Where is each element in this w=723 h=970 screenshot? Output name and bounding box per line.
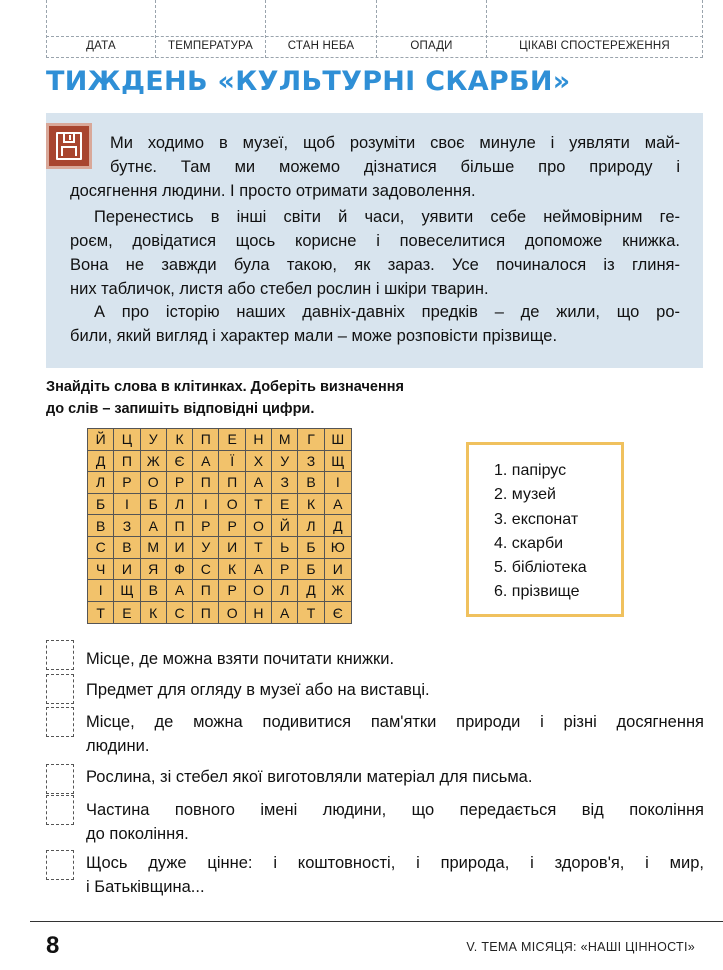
page-number: 8 — [46, 932, 60, 959]
grid-cell[interactable]: Л — [88, 472, 114, 494]
grid-cell[interactable]: Е — [114, 602, 140, 624]
col-label-temperature: ТЕМПЕРАТУРА — [168, 40, 253, 52]
grid-cell[interactable]: З — [272, 472, 298, 494]
grid-cell[interactable]: Б — [88, 494, 114, 516]
definition-text — [86, 798, 704, 846]
grid-cell[interactable]: П — [193, 429, 219, 451]
grid-cell[interactable]: Р — [114, 472, 140, 494]
grid-cell[interactable]: П — [114, 451, 140, 473]
definition-text — [86, 765, 704, 789]
answer-box[interactable] — [46, 640, 74, 670]
word-search-grid — [87, 428, 352, 624]
grid-cell[interactable]: Х — [246, 451, 272, 473]
text-line: Вона не завжди була такою, як зараз. Усе починалося із глиня- — [70, 256, 680, 274]
text-line: і Батьківщина... — [86, 878, 205, 896]
grid-cell[interactable]: П — [193, 472, 219, 494]
text-line: бутнє. Там ми можемо дізнатися більше про природу і — [110, 158, 680, 176]
text-line: били, який вигляд і характер мали – може розповісти прізвище. — [70, 327, 558, 345]
grid-cell[interactable]: Д — [88, 451, 114, 473]
text-line: А про історію наших давніх-давніх предків – де жили, що ро- — [94, 303, 680, 321]
grid-cell[interactable]: В — [298, 472, 324, 494]
grid-cell[interactable]: М — [141, 537, 167, 559]
grid-cell[interactable]: Р — [219, 515, 245, 537]
paragraph-museums — [70, 131, 680, 203]
text-line: Предмет для огляду в музеї або на виставці. — [86, 681, 430, 699]
grid-cell[interactable]: У — [272, 451, 298, 473]
grid-cell[interactable]: А — [325, 494, 351, 516]
grid-cell[interactable]: Й — [272, 515, 298, 537]
grid-cell[interactable]: В — [114, 537, 140, 559]
grid-cell[interactable]: Ю — [325, 537, 351, 559]
grid-cell[interactable]: Й — [88, 429, 114, 451]
grid-cell[interactable]: Ц — [114, 429, 140, 451]
grid-cell[interactable]: И — [114, 559, 140, 581]
grid-cell[interactable]: В — [141, 580, 167, 602]
grid-cell[interactable]: Б — [298, 537, 324, 559]
grid-cell[interactable]: Е — [219, 429, 245, 451]
grid-cell[interactable]: Р — [167, 472, 193, 494]
grid-cell[interactable]: З — [114, 515, 140, 537]
word-list-box — [466, 442, 624, 617]
col-label-precipitation: ОПАДИ — [410, 40, 453, 52]
grid-cell[interactable]: С — [167, 602, 193, 624]
grid-cell[interactable]: Т — [298, 602, 324, 624]
grid-cell[interactable]: Л — [167, 494, 193, 516]
weather-table — [46, 0, 703, 58]
grid-cell[interactable]: Е — [272, 494, 298, 516]
grid-cell[interactable]: Л — [272, 580, 298, 602]
grid-cell[interactable]: Я — [141, 559, 167, 581]
grid-cell[interactable]: Л — [298, 515, 324, 537]
grid-cell[interactable]: К — [219, 559, 245, 581]
grid-cell[interactable]: Д — [325, 515, 351, 537]
page-title: ТИЖДЕНЬ «КУЛЬТУРНІ СКАРБИ» — [46, 66, 571, 97]
grid-cell[interactable]: С — [88, 537, 114, 559]
text-line: Ми ходимо в музеї, щоб розуміти своє минуле і уявляти май- — [110, 134, 680, 152]
grid-cell[interactable]: Ь — [272, 537, 298, 559]
grid-cell[interactable]: І — [325, 472, 351, 494]
grid-cell[interactable]: О — [246, 515, 272, 537]
grid-cell[interactable]: Р — [272, 559, 298, 581]
word-item: 5. бібліотека — [494, 559, 587, 577]
grid-cell[interactable]: Б — [141, 494, 167, 516]
grid-cell[interactable]: Щ — [114, 580, 140, 602]
grid-cell[interactable]: Т — [88, 602, 114, 624]
grid-cell[interactable]: Р — [219, 580, 245, 602]
grid-cell[interactable]: Ж — [325, 580, 351, 602]
grid-cell[interactable]: І — [88, 580, 114, 602]
section-title: V. ТЕМА МІСЯЦЯ: «НАШІ ЦІННОСТІ» — [466, 940, 695, 954]
grid-cell[interactable]: К — [298, 494, 324, 516]
text-line: Місце, де можна подивитися пам'ятки природи і різні досягнення — [86, 713, 704, 731]
text-line: Частина повного імені людини, що передається від покоління — [86, 801, 704, 819]
text-line: них табличок, листя або стебел рослин і шкіри тварин. — [70, 280, 489, 298]
definition-text — [86, 678, 704, 702]
grid-cell[interactable]: И — [167, 537, 193, 559]
definition-text — [86, 851, 704, 899]
grid-cell[interactable]: Г — [298, 429, 324, 451]
grid-cell[interactable]: Б — [298, 559, 324, 581]
col-label-sky: СТАН НЕБА — [287, 40, 355, 52]
grid-cell[interactable]: А — [272, 602, 298, 624]
weather-col-sky — [266, 0, 377, 58]
word-item: 4. скарби — [494, 534, 564, 552]
grid-cell[interactable]: В — [88, 515, 114, 537]
text-line: Рослина, зі стебел якої виготовляли матеріал для письма. — [86, 768, 533, 786]
word-item: 1. папірус — [494, 462, 567, 479]
grid-cell[interactable]: З — [298, 451, 324, 473]
answer-box[interactable] — [46, 764, 74, 794]
grid-cell[interactable]: А — [193, 451, 219, 473]
grid-cell[interactable]: А — [141, 515, 167, 537]
text-line: Щось дуже цінне: і коштовності, і природа, і здоров'я, і мир, — [86, 854, 704, 872]
grid-cell[interactable]: О — [246, 580, 272, 602]
col-label-date: ДАТА — [86, 40, 116, 52]
definition-text — [86, 647, 704, 671]
text-line: людини. — [86, 737, 150, 755]
grid-cell[interactable]: И — [325, 559, 351, 581]
grid-cell[interactable]: Є — [167, 451, 193, 473]
grid-cell[interactable]: І — [114, 494, 140, 516]
task-instruction — [46, 376, 404, 420]
answer-box[interactable] — [46, 707, 74, 737]
grid-cell[interactable]: С — [193, 559, 219, 581]
grid-cell[interactable]: І — [193, 494, 219, 516]
grid-cell[interactable]: П — [193, 602, 219, 624]
grid-cell[interactable]: Ж — [141, 451, 167, 473]
text-line: роєм, довідатися щось корисне і повеселитися допоможе книжка. — [70, 232, 680, 250]
word-item: 3. експонат — [494, 510, 579, 528]
grid-cell[interactable]: Н — [246, 602, 272, 624]
table-bottom-line — [46, 57, 703, 58]
word-item: 2. музей — [494, 486, 556, 504]
weather-col-observations — [487, 0, 703, 58]
grid-cell[interactable]: А — [246, 559, 272, 581]
weather-col-temperature — [156, 0, 266, 58]
grid-cell[interactable]: О — [219, 494, 245, 516]
grid-cell[interactable]: У — [193, 537, 219, 559]
definition-text — [86, 710, 704, 758]
grid-cell[interactable]: К — [167, 429, 193, 451]
col-label-observations: ЦІКАВІ СПОСТЕРЕЖЕННЯ — [519, 40, 670, 52]
reading-text-box — [46, 113, 703, 368]
text-line: досягнення людини. І просто отримати задоволення. — [70, 182, 476, 200]
weather-col-date — [46, 0, 156, 58]
task-line: Знайдіть слова в клітинках. Доберіть визначення — [46, 379, 404, 395]
word-list — [494, 459, 587, 605]
grid-cell[interactable]: А — [246, 472, 272, 494]
answer-box[interactable] — [46, 674, 74, 704]
grid-cell[interactable]: М — [272, 429, 298, 451]
grid-cell[interactable]: Д — [298, 580, 324, 602]
grid-cell[interactable]: Ч — [88, 559, 114, 581]
table-divider — [46, 36, 703, 37]
grid-cell[interactable]: К — [141, 602, 167, 624]
weather-col-precipitation — [377, 0, 487, 58]
task-line: до слів – запишіть відповідні цифри. — [46, 401, 315, 417]
grid-cell[interactable]: О — [141, 472, 167, 494]
text-line: Перенестись в інші світи й часи, уявити себе неймовірним ге- — [94, 208, 680, 226]
grid-cell[interactable]: Н — [246, 429, 272, 451]
grid-cell[interactable]: Щ — [325, 451, 351, 473]
grid-cell[interactable]: Ї — [219, 451, 245, 473]
grid-cell[interactable]: Т — [246, 494, 272, 516]
text-line: до покоління. — [86, 825, 189, 843]
answer-box[interactable] — [46, 850, 74, 880]
grid-cell[interactable]: И — [219, 537, 245, 559]
grid-cell[interactable]: Т — [246, 537, 272, 559]
grid-cell[interactable]: Є — [332, 604, 343, 621]
word-item: 6. прізвище — [494, 583, 580, 601]
answer-box[interactable] — [46, 795, 74, 825]
grid-cell[interactable]: Ш — [325, 429, 351, 451]
text-line: Місце, де можна взяти почитати книжки. — [86, 650, 395, 668]
paragraph-books — [70, 205, 680, 301]
grid-cell[interactable]: О — [219, 602, 245, 624]
grid-cell[interactable]: П — [193, 580, 219, 602]
paragraph-surname — [70, 300, 680, 348]
grid-cell[interactable]: Р — [193, 515, 219, 537]
grid-cell[interactable]: У — [141, 429, 167, 451]
grid-cell[interactable]: П — [167, 515, 193, 537]
grid-cell[interactable]: А — [167, 580, 193, 602]
footer-divider — [30, 921, 723, 922]
grid-cell[interactable]: Ф — [167, 559, 193, 581]
grid-cell[interactable]: П — [219, 472, 245, 494]
